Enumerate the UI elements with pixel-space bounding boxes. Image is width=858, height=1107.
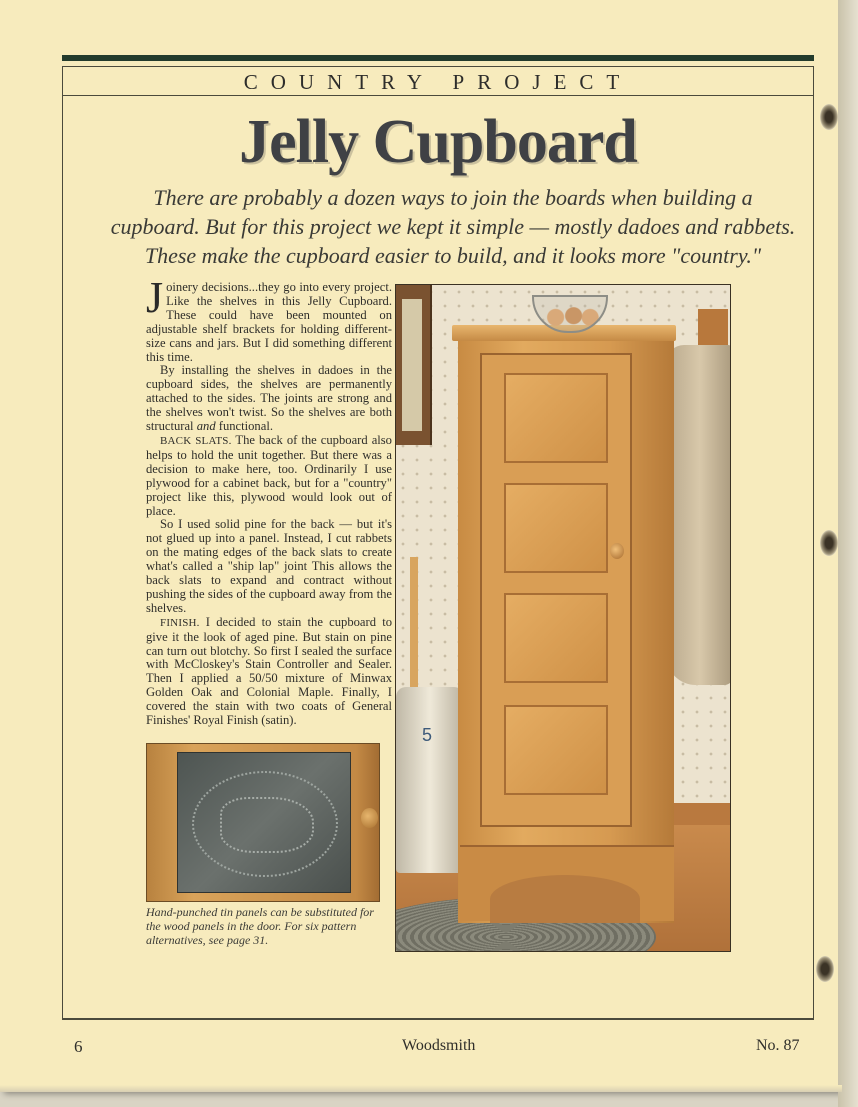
door-knob bbox=[361, 808, 378, 828]
door-panel bbox=[504, 483, 608, 573]
paragraph-dadoes bbox=[146, 364, 392, 434]
binder-hole-top bbox=[820, 104, 838, 130]
subhead-finish: FINISH. bbox=[160, 616, 200, 629]
paragraph-ship-lap bbox=[146, 518, 392, 615]
churn-dasher bbox=[410, 557, 418, 692]
drop-cap: J bbox=[146, 273, 164, 322]
binder-hole-bottom bbox=[816, 956, 834, 982]
subhead-back-slats: BACK SLATS. bbox=[160, 434, 232, 447]
publication-name: Woodsmith bbox=[402, 1037, 476, 1054]
footer-rule bbox=[62, 1018, 814, 1019]
section-label: COUNTRY PROJECT bbox=[243, 70, 633, 94]
door-panel bbox=[504, 593, 608, 683]
churn-number: 5 bbox=[422, 725, 433, 745]
cupboard-photo bbox=[395, 284, 731, 952]
paragraph-text: I decided to stain the cupboard to give it the look of aged pine. But stain on pine can turn out blotchy. So first I sealed the surface with McCloskey's Stain Controller and Sealer. Then I applied a 50/50 mixture of Minwax Golden Oak and Colonial Maple. Finally, I covered the stain with two coats of General Finishes' Royal Finish (satin). bbox=[146, 614, 392, 728]
section-rule bbox=[63, 95, 813, 96]
paragraph-back-slats bbox=[146, 434, 392, 518]
article-body bbox=[146, 273, 392, 728]
paragraph-text: oinery decisions...they go into every project. Like the shelves in this Jelly Cupboard. These could have been mounted on adjustable shelf brackets for holding different-size cans and jars. But I did something different this time. bbox=[146, 280, 392, 364]
door-panel bbox=[504, 373, 608, 463]
header-rule bbox=[62, 55, 814, 61]
butter-churn bbox=[396, 687, 464, 873]
page-edge bbox=[838, 0, 858, 1107]
photo-caption: Hand-punched tin panels can be substituted for the wood panels in the door. For six pattern alternatives, see page 31. bbox=[146, 905, 374, 947]
dek-line: There are probably a dozen ways to join the boards when building a bbox=[153, 185, 753, 210]
dek-paragraph bbox=[108, 183, 798, 270]
page-title: Jelly Cupboard bbox=[239, 108, 637, 176]
cupboard-door bbox=[480, 353, 632, 827]
binder-hole-middle bbox=[820, 530, 838, 556]
paragraph-text: The back of the cupboard also helps to hold the unit together. But there was a decision to make here, too. Ordinarily I use plywood for a cabinet back, but for a "country" project like this, plywood would look out of place. bbox=[146, 432, 392, 518]
dek-line: These make the cupboard easier to build, and it looks more "country." bbox=[144, 243, 762, 268]
paragraph-text: So I used solid pine for the back — but it's not glued up into a panel. Instead, I cut rabbets on the mating edges of the back slats to create what's called a "ship lap" joint This allows the back slats to expand and contract without pushing the sides of the cupboard away from the shelves. bbox=[146, 517, 392, 615]
paragraph-text: By installing the shelves in dadoes in the cupboard sides, the shelves are permanently attached to the sides. The joints are strong and the shelves won't twist. So the shelves are both structural bbox=[146, 363, 392, 434]
dek-line: cupboard. But for this project we kept it simple — mostly dadoes and rabbets. bbox=[110, 214, 796, 239]
tin-panel bbox=[177, 752, 351, 893]
cupboard-knob bbox=[610, 543, 624, 559]
page-bottom-shadow bbox=[0, 1085, 842, 1092]
fruit-motif bbox=[220, 797, 314, 853]
paragraph-finish bbox=[146, 616, 392, 728]
wall-picture-frame bbox=[396, 285, 432, 445]
emphasis-text: and bbox=[196, 419, 216, 434]
door-panel bbox=[504, 705, 608, 795]
paragraph-text: functional. bbox=[215, 419, 273, 434]
issue-number: No. 87 bbox=[756, 1037, 800, 1054]
tin-panel-photo bbox=[146, 743, 380, 902]
page-number: 6 bbox=[74, 1037, 83, 1056]
hanging-coat bbox=[666, 345, 731, 685]
cupboard-base bbox=[460, 845, 674, 921]
paragraph-intro bbox=[146, 273, 392, 364]
base-arch-cutout bbox=[490, 875, 640, 923]
